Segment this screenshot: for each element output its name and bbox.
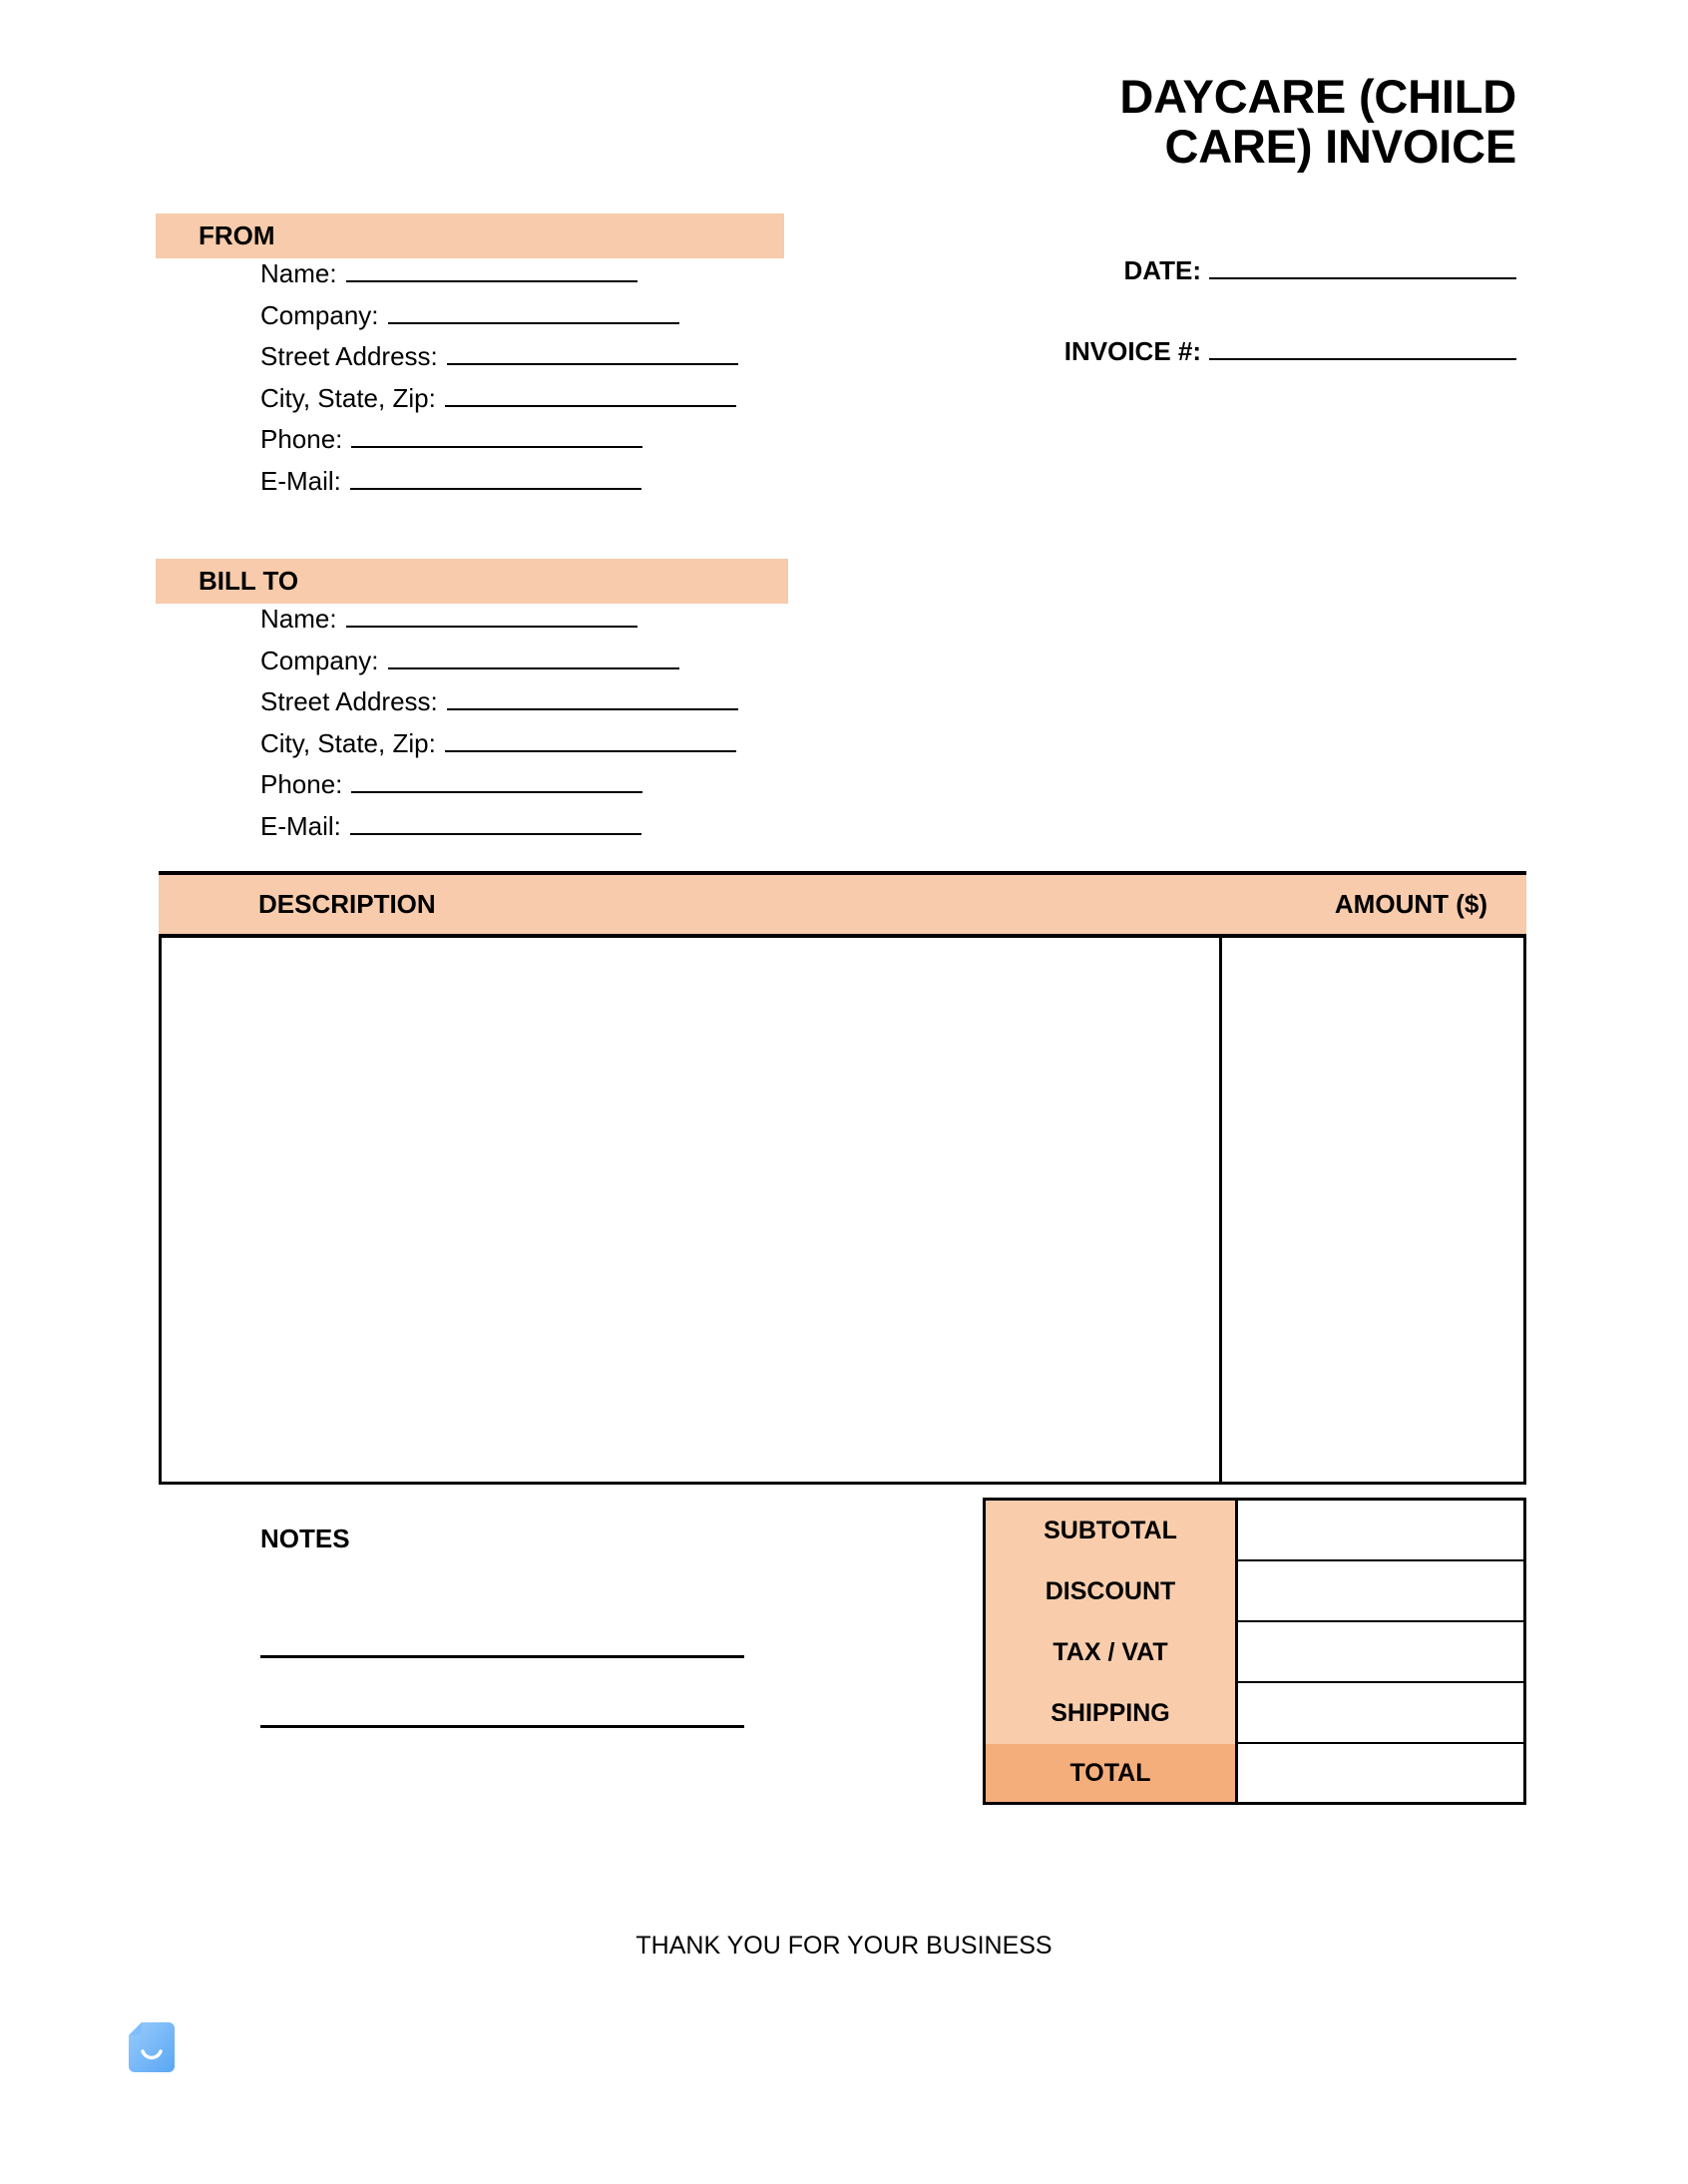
- bill-to-street-address-row: [260, 686, 738, 728]
- from-section-header: FROM: [156, 214, 784, 258]
- from-company-label: Company:: [260, 299, 379, 330]
- from-street-address-row: [260, 341, 738, 383]
- line-items-table: [159, 871, 1526, 1485]
- bill-to-city-state-zip-input[interactable]: [445, 730, 736, 752]
- discount-label: DISCOUNT: [986, 1561, 1238, 1622]
- total-label: TOTAL: [986, 1744, 1238, 1805]
- from-name-input[interactable]: [346, 260, 637, 282]
- from-city-state-zip-input[interactable]: [445, 385, 736, 407]
- total-value[interactable]: [1238, 1744, 1526, 1805]
- from-city-state-zip-row: [260, 383, 738, 425]
- totals-table: [983, 1498, 1526, 1805]
- from-email-row: [260, 466, 738, 508]
- from-street-address-label: Street Address:: [260, 341, 438, 371]
- from-phone-row: [260, 424, 738, 466]
- bill-to-phone-row: [260, 769, 738, 811]
- from-phone-input[interactable]: [351, 426, 642, 448]
- bill-to-phone-label: Phone:: [260, 769, 343, 799]
- notes-input-line-1[interactable]: [260, 1602, 744, 1658]
- from-email-input[interactable]: [350, 468, 641, 490]
- from-email-label: E-Mail:: [260, 465, 341, 496]
- bill-to-street-address-label: Street Address:: [260, 686, 438, 716]
- document-smile-logo-icon: [128, 2021, 176, 2073]
- bill-to-company-row: [260, 646, 738, 687]
- bill-to-name-input[interactable]: [346, 606, 637, 628]
- date-field-row: [818, 255, 1516, 286]
- totals-row-discount: [986, 1561, 1526, 1622]
- page-title: [798, 72, 1516, 172]
- bill-to-city-state-zip-label: City, State, Zip:: [260, 727, 436, 758]
- tax-vat-label: TAX / VAT: [986, 1622, 1238, 1683]
- date-label: DATE:: [1123, 255, 1201, 285]
- thank-you-message: THANK YOU FOR YOUR BUSINESS: [635, 1932, 1053, 1960]
- totals-row-tax-vat: [986, 1622, 1526, 1683]
- from-street-address-input[interactable]: [447, 343, 738, 365]
- bill-to-name-label: Name:: [260, 604, 337, 634]
- from-company-row: [260, 300, 738, 342]
- column-header-amount: AMOUNT ($): [1334, 889, 1487, 919]
- from-name-label: Name:: [260, 258, 337, 288]
- bill-to-street-address-input[interactable]: [447, 688, 738, 710]
- notes-input-line-2[interactable]: [260, 1672, 744, 1728]
- totals-row-total: [986, 1744, 1526, 1805]
- shipping-value[interactable]: [1238, 1683, 1526, 1744]
- bill-to-email-input[interactable]: [350, 813, 641, 835]
- line-items-description-area[interactable]: [159, 938, 1222, 1482]
- bill-to-name-row: [260, 604, 738, 646]
- totals-row-shipping: [986, 1683, 1526, 1744]
- bill-to-company-input[interactable]: [388, 648, 679, 669]
- subtotal-value[interactable]: [1238, 1501, 1526, 1561]
- bill-to-email-row: [260, 811, 738, 853]
- bill-to-company-label: Company:: [260, 645, 379, 675]
- shipping-label: SHIPPING: [986, 1683, 1238, 1744]
- totals-row-subtotal: [986, 1501, 1526, 1561]
- column-header-description: DESCRIPTION: [258, 889, 436, 919]
- bill-to-section-fields: [260, 604, 738, 852]
- tax-vat-value[interactable]: [1238, 1622, 1526, 1683]
- bill-to-email-label: E-Mail:: [260, 810, 341, 841]
- notes-heading: NOTES: [260, 1524, 350, 1553]
- line-items-body: [159, 938, 1526, 1485]
- notes-block: [260, 1524, 744, 1728]
- from-phone-label: Phone:: [260, 424, 343, 454]
- bill-to-section-header: BILL TO: [156, 559, 788, 604]
- page-title-line-2: CARE) INVOICE: [1164, 119, 1516, 173]
- from-city-state-zip-label: City, State, Zip:: [260, 382, 436, 413]
- line-items-header-row: [159, 871, 1526, 938]
- invoice-number-label: INVOICE #:: [1063, 336, 1201, 366]
- discount-value[interactable]: [1238, 1561, 1526, 1622]
- invoice-number-field-row: [818, 336, 1516, 367]
- invoice-number-input[interactable]: [1209, 336, 1516, 360]
- page-title-line-1: DAYCARE (CHILD: [1119, 70, 1516, 123]
- date-input[interactable]: [1209, 255, 1516, 279]
- subtotal-label: SUBTOTAL: [986, 1501, 1238, 1561]
- line-items-amount-area[interactable]: [1222, 938, 1526, 1482]
- bill-to-city-state-zip-row: [260, 728, 738, 770]
- from-section-fields: [260, 258, 738, 507]
- from-name-row: [260, 258, 738, 300]
- bill-to-phone-input[interactable]: [351, 771, 642, 793]
- from-company-input[interactable]: [388, 302, 679, 324]
